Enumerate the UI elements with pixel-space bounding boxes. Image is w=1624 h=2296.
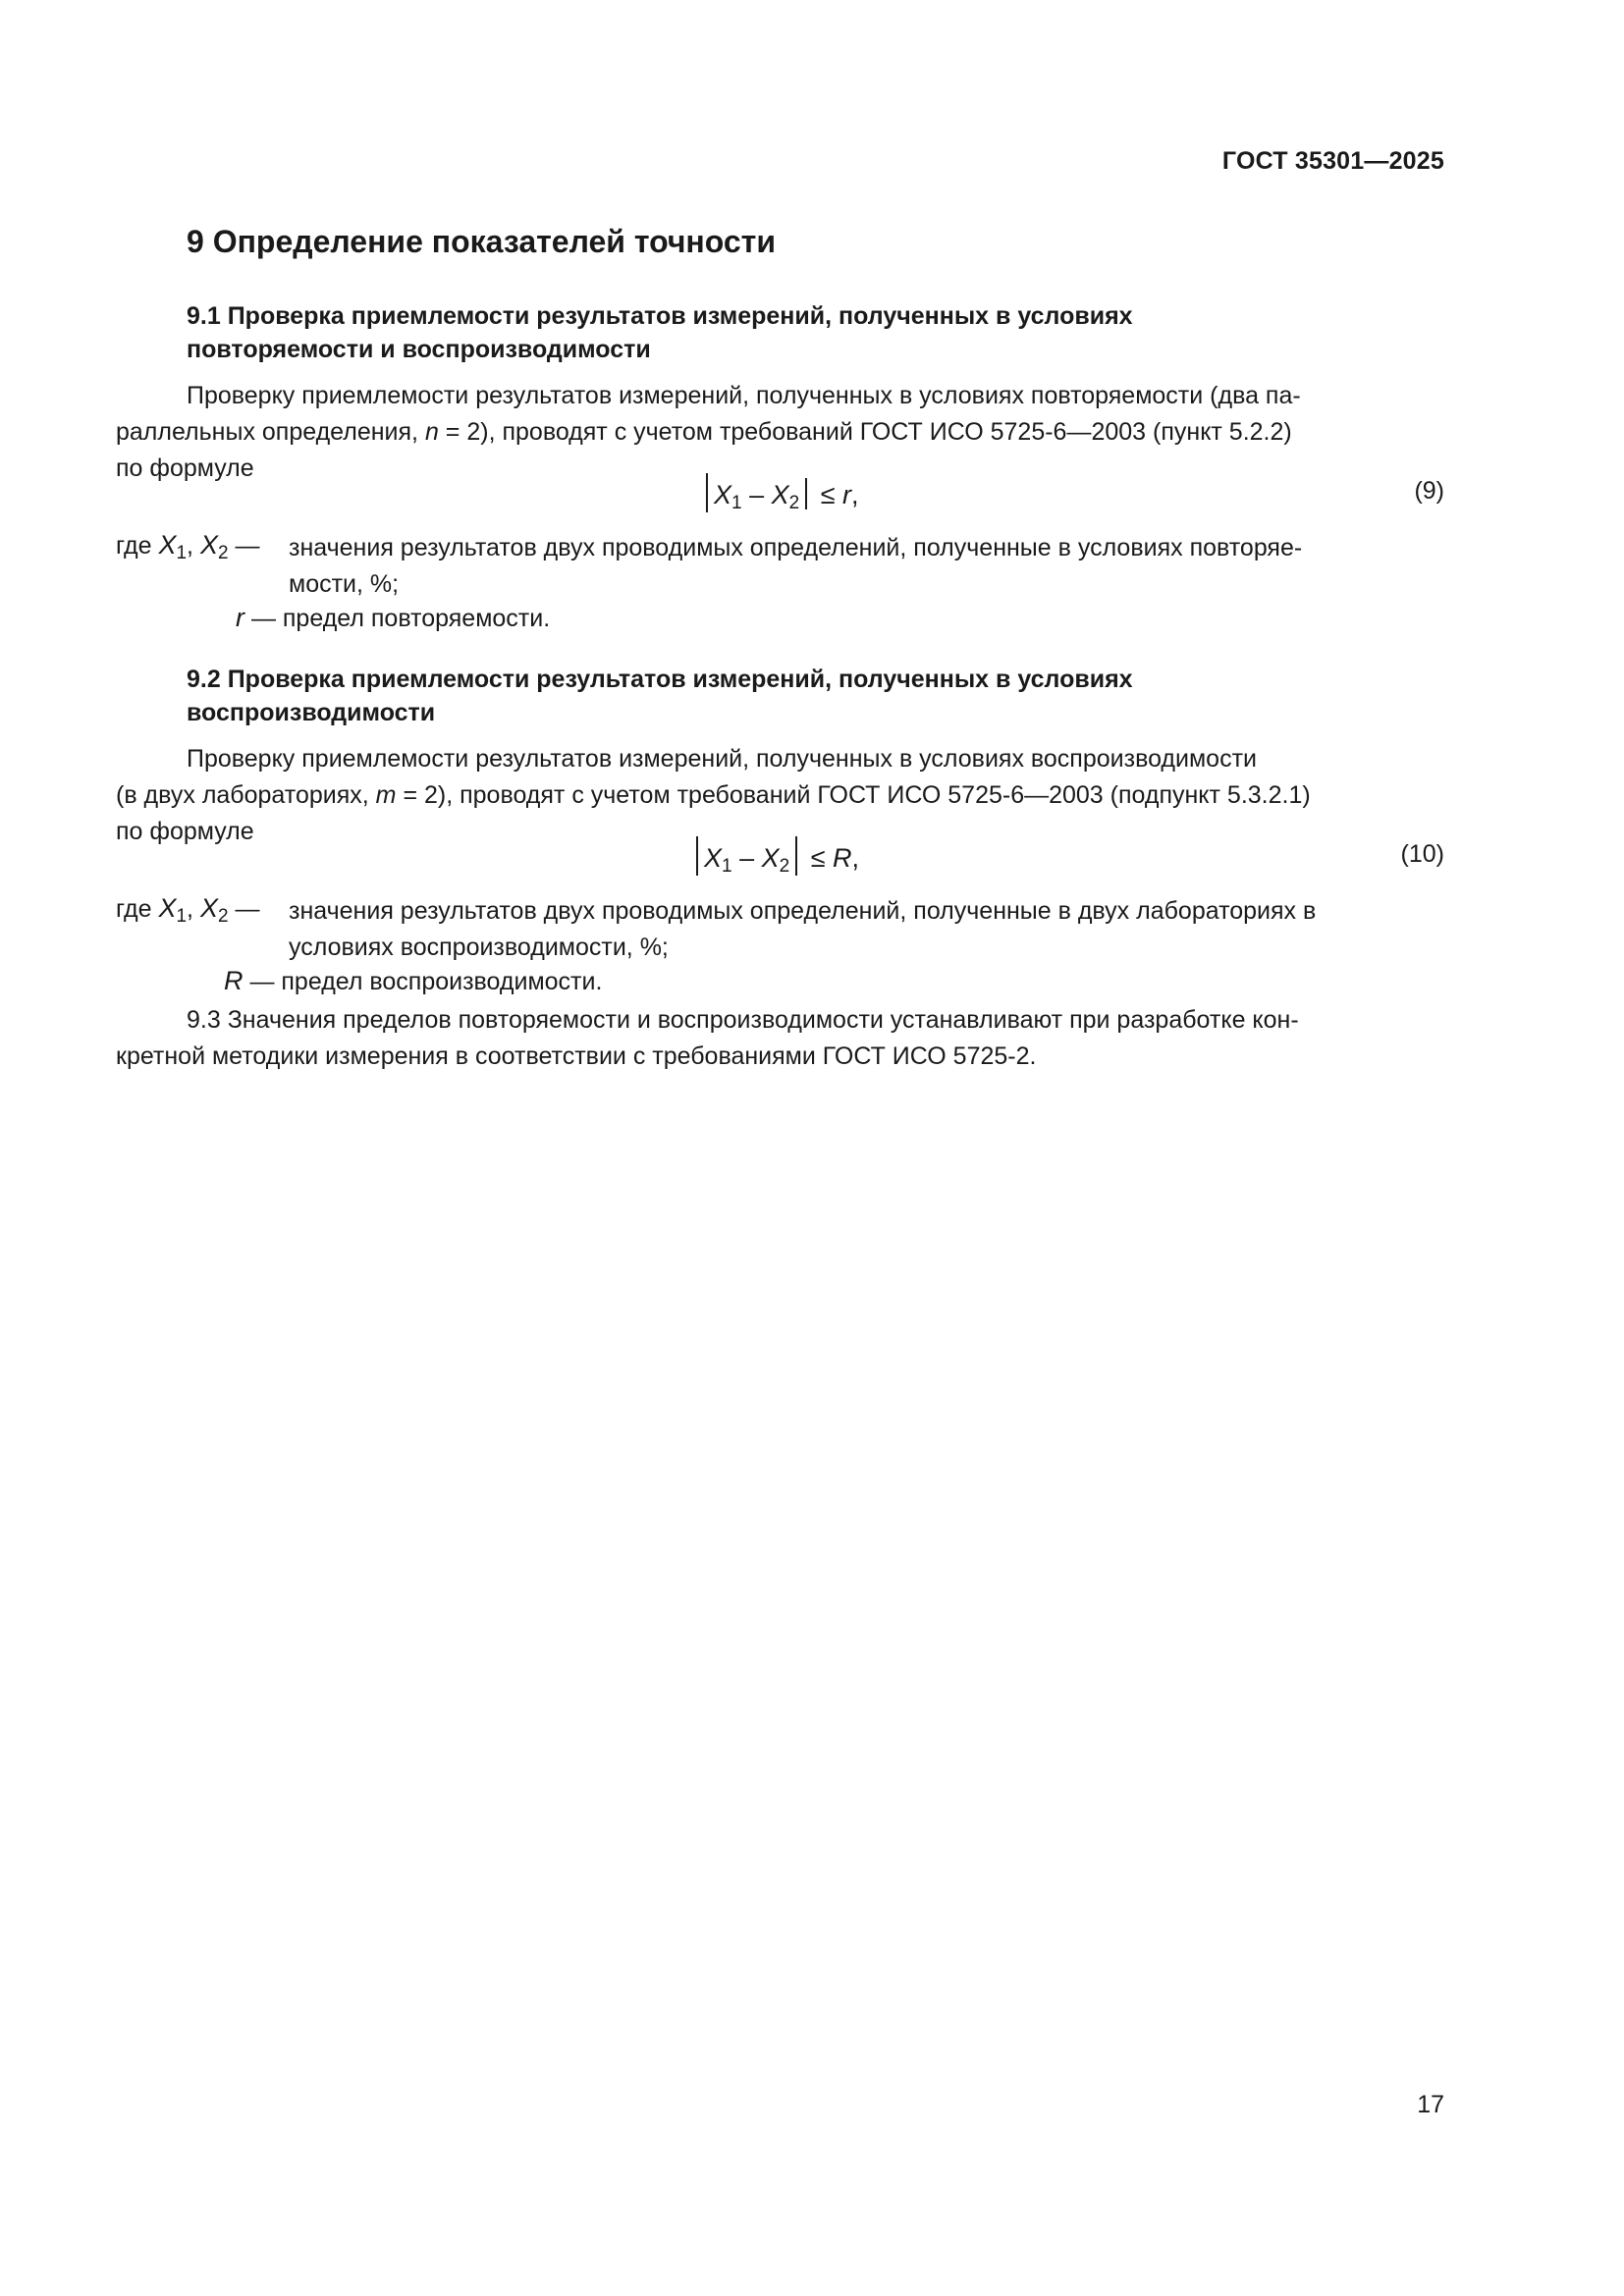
paragraph-text: (в двух лабораториях, <box>116 781 376 809</box>
subsection-9-2-paragraph <box>116 741 1438 850</box>
variable-m: m <box>375 781 397 809</box>
variable-n: n <box>424 418 439 446</box>
where-text: где <box>116 895 159 923</box>
where-description-9-1 <box>289 530 1444 603</box>
paragraph-line: Проверку приемлемости результатов измерений, полученных в условиях повторяемости (два па- <box>187 382 1301 409</box>
paragraph-text: = 2), проводят с учетом требований ГОСТ ИСО 5725-6—2003 (подпункт 5.3.2.1) <box>396 781 1311 809</box>
section-title: 9 Определение показателей точности <box>187 224 777 259</box>
formula-var: r <box>842 480 852 509</box>
absolute-value-bar <box>795 836 797 876</box>
formula-sub: 2 <box>217 906 229 927</box>
formula-10 <box>690 836 859 878</box>
where-text: , <box>187 895 200 923</box>
paragraph-line: Проверку приемлемости результатов измерений, полученных в условиях воспроизводимости <box>187 745 1257 773</box>
subsection-9-1-paragraph <box>116 378 1438 487</box>
equation-number-10: (10) <box>1400 840 1444 868</box>
where-description-9-2 <box>289 893 1444 966</box>
paragraph-line: по формуле <box>116 454 254 482</box>
where-text: — <box>228 895 260 923</box>
formula-punct: , <box>851 480 859 509</box>
where-text: — предел воспроизводимости. <box>243 968 603 995</box>
paragraph-text: раллельных определения, <box>116 418 425 446</box>
subsection-9-1-title-line1: 9.1 Проверка приемлемости результатов измерений, полученных в условиях <box>187 302 1133 330</box>
where-label-9-1 <box>116 530 259 564</box>
subsection-9-2-title-line1: 9.2 Проверка приемлемости результатов измерений, полученных в условиях <box>187 666 1133 693</box>
formula-punct: , <box>851 843 860 873</box>
subsection-9-2-title <box>187 663 1316 729</box>
formula-sub: 1 <box>176 906 188 927</box>
absolute-value-bar <box>805 478 807 509</box>
subsection-9-3-paragraph <box>116 1002 1438 1075</box>
page-number: 17 <box>1417 2091 1444 2118</box>
formula-sub: 1 <box>722 856 732 877</box>
subsection-9-1-title <box>187 299 1316 366</box>
paragraph-line: по формуле <box>116 818 254 845</box>
formula-op: ≤ <box>803 843 834 873</box>
paragraph-line: 9.3 Значения пределов повторяемости и воспроизводимости устанавливают при разработке кон- <box>187 1006 1299 1034</box>
formula-var: X <box>714 480 732 509</box>
formula-sub: 2 <box>217 543 229 563</box>
formula-var: X <box>158 893 177 923</box>
formula-var: X <box>199 530 218 560</box>
formula-var: X <box>199 893 218 923</box>
where-text: — <box>228 532 260 560</box>
paragraph-text: = 2), проводят с учетом требований ГОСТ ИСО 5725-6—2003 (пункт 5.2.2) <box>438 418 1292 446</box>
where-text: , <box>187 532 200 560</box>
formula-op: – <box>731 843 762 873</box>
where-desc-line: значения результатов двух проводимых определений, полученные в условиях повторяе- <box>289 534 1303 561</box>
formula-var: X <box>761 843 780 873</box>
formula-var: X <box>704 843 723 873</box>
where-text: где <box>116 532 159 560</box>
formula-sub: 2 <box>788 493 800 513</box>
subsection-9-2-title-line2: воспроизводимости <box>187 699 436 726</box>
where-label-9-2 <box>116 893 259 928</box>
where-desc-line: условиях воспроизводимости, %; <box>289 934 669 961</box>
formula-op: ≤ <box>813 480 843 509</box>
formula-sub: 2 <box>779 856 790 877</box>
formula-op: – <box>741 480 772 509</box>
equation-number-9: (9) <box>1414 477 1444 505</box>
formula-var: X <box>771 480 789 509</box>
where-desc-line: мости, %; <box>289 570 400 598</box>
formula-var: R <box>224 966 244 995</box>
formula-var: r <box>236 603 244 632</box>
where-text: — предел повторяемости. <box>244 605 551 632</box>
formula-9 <box>700 473 859 514</box>
paragraph-line <box>116 777 1438 814</box>
formula-var: X <box>158 530 177 560</box>
where-desc-line: значения результатов двух проводимых определений, полученные в двух лабораториях в <box>289 897 1317 925</box>
paragraph-line: кретной методики измерения в соответствии с требованиями ГОСТ ИСО 5725-2. <box>116 1042 1037 1070</box>
paragraph-line <box>116 414 1438 451</box>
formula-sub: 1 <box>731 493 742 513</box>
absolute-value-bar <box>706 473 708 512</box>
absolute-value-bar <box>696 836 698 876</box>
where-r-definition <box>236 603 550 633</box>
subsection-9-1-title-line2: повторяемости и воспроизводимости <box>187 336 651 363</box>
where-R-definition <box>224 966 602 996</box>
standard-designation: ГОСТ 35301—2025 <box>1221 147 1444 175</box>
formula-var: R <box>833 843 852 873</box>
formula-sub: 1 <box>176 543 188 563</box>
